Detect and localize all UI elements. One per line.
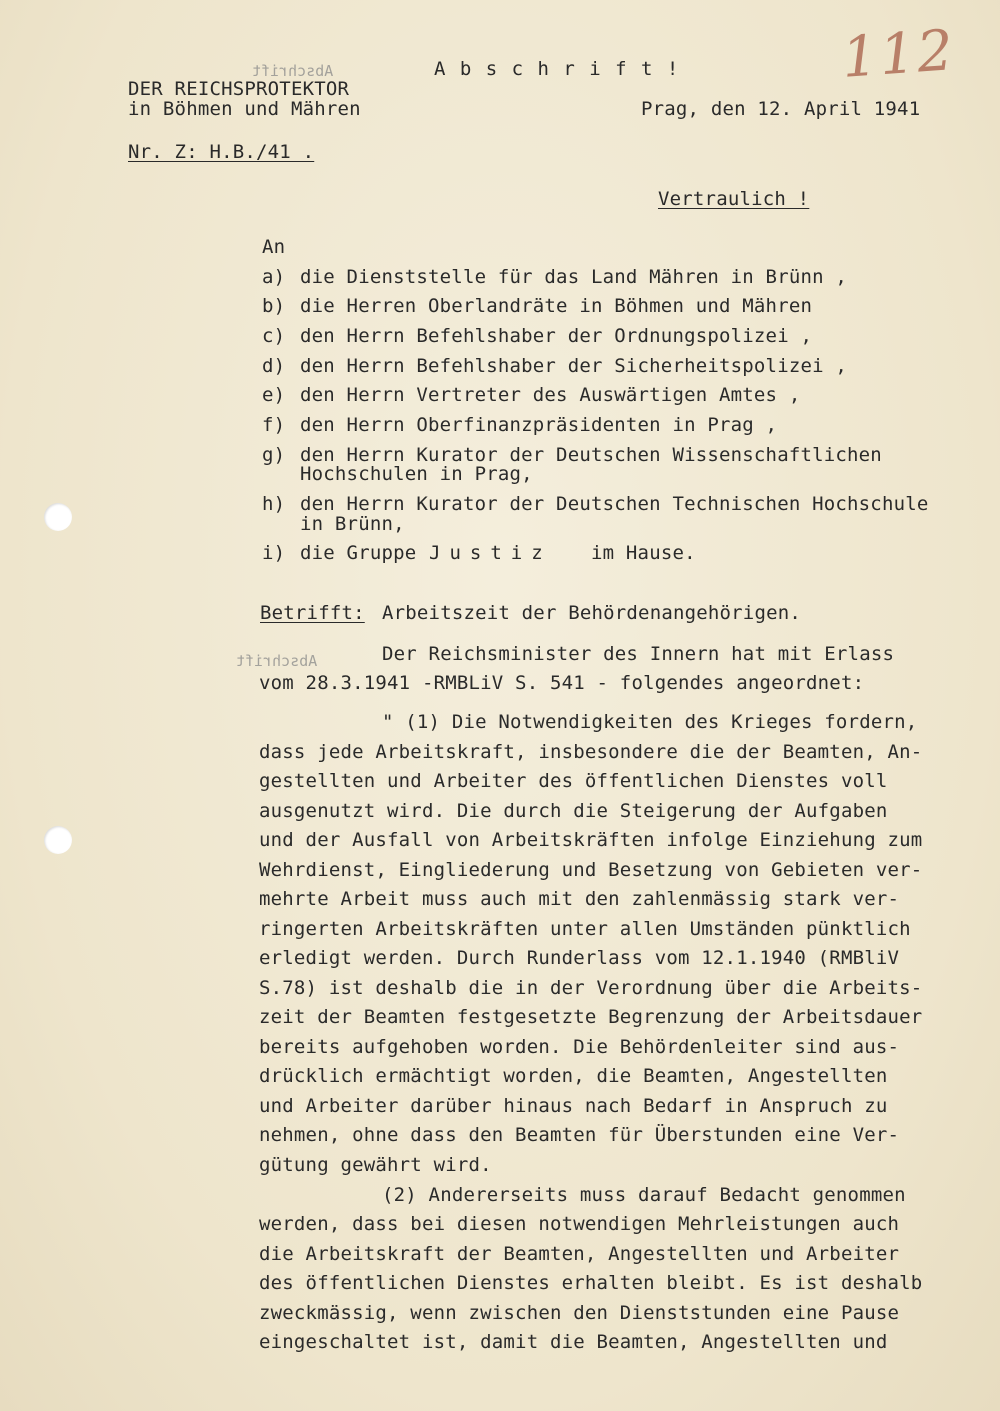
body-line: nehmen, ohne dass den Beamten für Überstunden eine Ver- xyxy=(259,1124,900,1146)
body-line: mehrte Arbeit muss auch mit den zahlenmässig stark ver- xyxy=(259,888,900,910)
sender-line-1: DER REICHSPROTEKTOR xyxy=(128,78,350,100)
addressee-b-text: die Herren Oberlandräte in Böhmen und Mähren xyxy=(300,295,813,317)
mirrored-stamp-ghost: Abschrift xyxy=(252,62,334,80)
addressee-g-text: den Herrn Kurator der Deutschen Wissenschaftlichen xyxy=(300,444,882,466)
addressee-i-text-post: im Hause. xyxy=(591,542,696,564)
body-line: gütung gewährt wird. xyxy=(259,1154,492,1176)
body-line: eingeschaltet ist, damit die Beamten, Angestellten und xyxy=(259,1331,888,1353)
body-line: (2) Andererseits muss darauf Bedacht genommen xyxy=(382,1184,906,1206)
addressee-g-key: g) xyxy=(262,444,286,466)
addressee-e-key: e) xyxy=(262,384,286,406)
addressee-b-key: b) xyxy=(262,295,286,317)
addressee-c-key: c) xyxy=(262,325,286,347)
body-line: des öffentlichen Dienstes erhalten bleibt. Es ist deshalb xyxy=(259,1272,923,1294)
body-line: gestellten und Arbeiter des öffentlichen Dienstes voll xyxy=(259,770,888,792)
sender-line-2: in Böhmen und Mähren xyxy=(128,98,361,120)
punch-hole-top xyxy=(44,503,72,531)
addressee-e-text: den Herrn Vertreter des Auswärtigen Amtes , xyxy=(300,384,801,406)
punch-hole-bottom xyxy=(44,826,72,854)
addressee-i-text-pre: die Gruppe xyxy=(300,542,417,564)
addressee-g-continuation: Hochschulen in Prag, xyxy=(300,463,533,485)
body-line: " (1) Die Notwendigkeiten des Krieges fordern, xyxy=(382,711,918,733)
mirrored-stamp-ghost-2: Abschrift xyxy=(236,652,318,670)
body-line: ausgenutzt wird. Die durch die Steigerung der Aufgaben xyxy=(259,800,888,822)
body-line: Der Reichsminister des Innern hat mit Erlass xyxy=(382,643,895,665)
addressee-d-text: den Herrn Befehlshaber der Sicherheitspolizei , xyxy=(300,355,848,377)
addressee-d-key: d) xyxy=(262,355,286,377)
addressee-a-key: a) xyxy=(262,266,286,288)
body-line: ringerten Arbeitskräften unter allen Umständen pünktlich xyxy=(259,918,911,940)
addressee-f-key: f) xyxy=(262,414,286,436)
place-date: Prag, den 12. April 1941 xyxy=(641,98,921,120)
addressee-a-text: die Dienststelle für das Land Mähren in Brünn , xyxy=(300,266,848,288)
body-line: Wehrdienst, Eingliederung und Besetzung von Gebieten ver- xyxy=(259,859,923,881)
body-line: und der Ausfall von Arbeitskräften infolge Einziehung zum xyxy=(259,829,923,851)
confidential-mark: Vertraulich ! xyxy=(658,188,810,210)
addressee-f-text: den Herrn Oberfinanzpräsidenten in Prag , xyxy=(300,414,778,436)
addressee-h-key: h) xyxy=(262,493,286,515)
subject-label: Betrifft: xyxy=(260,602,365,624)
body-line: drücklich ermächtigt worden, die Beamten, Angestellten xyxy=(259,1065,888,1087)
reference-number: Nr. Z: H.B./41 . xyxy=(128,141,315,163)
addressee-i-key: i) xyxy=(262,542,286,564)
body-line: die Arbeitskraft der Beamten, Angestellten und Arbeiter xyxy=(259,1243,900,1265)
body-line: bereits aufgehoben worden. Die Behördenleiter sind aus- xyxy=(259,1036,900,1058)
body-line: dass jede Arbeitskraft, insbesondere die der Beamten, An- xyxy=(259,741,923,763)
body-line: vom 28.3.1941 -RMBLiV S. 541 - folgendes angeordnet: xyxy=(259,672,865,694)
addressee-i-text-spaced: Justiz xyxy=(429,542,552,564)
body-line: S.78) ist deshalb die in der Verordnung über die Arbeits- xyxy=(259,977,923,999)
addressee-h-text: den Herrn Kurator der Deutschen Technischen Hochschule xyxy=(300,493,929,515)
body-line: zweckmässig, wenn zwischen den Dienststunden eine Pause xyxy=(259,1302,900,1324)
addressee-c-text: den Herrn Befehlshaber der Ordnungspolizei , xyxy=(300,325,813,347)
document-label: A b s c h r i f t ! xyxy=(434,58,680,80)
folio-number: 112 xyxy=(839,18,958,91)
body-line: erledigt werden. Durch Runderlass vom 12.1.1940 (RMBliV xyxy=(259,947,900,969)
addressee-intro: An xyxy=(262,236,286,258)
body-line: und Arbeiter darüber hinaus nach Bedarf in Anspruch zu xyxy=(259,1095,888,1117)
body-line: zeit der Beamten festgesetzte Begrenzung der Arbeitsdauer xyxy=(259,1006,923,1028)
addressee-h-continuation: in Brünn, xyxy=(300,513,405,535)
subject-text: Arbeitszeit der Behördenangehörigen. xyxy=(382,602,802,624)
body-line: werden, dass bei diesen notwendigen Mehrleistungen auch xyxy=(259,1213,900,1235)
